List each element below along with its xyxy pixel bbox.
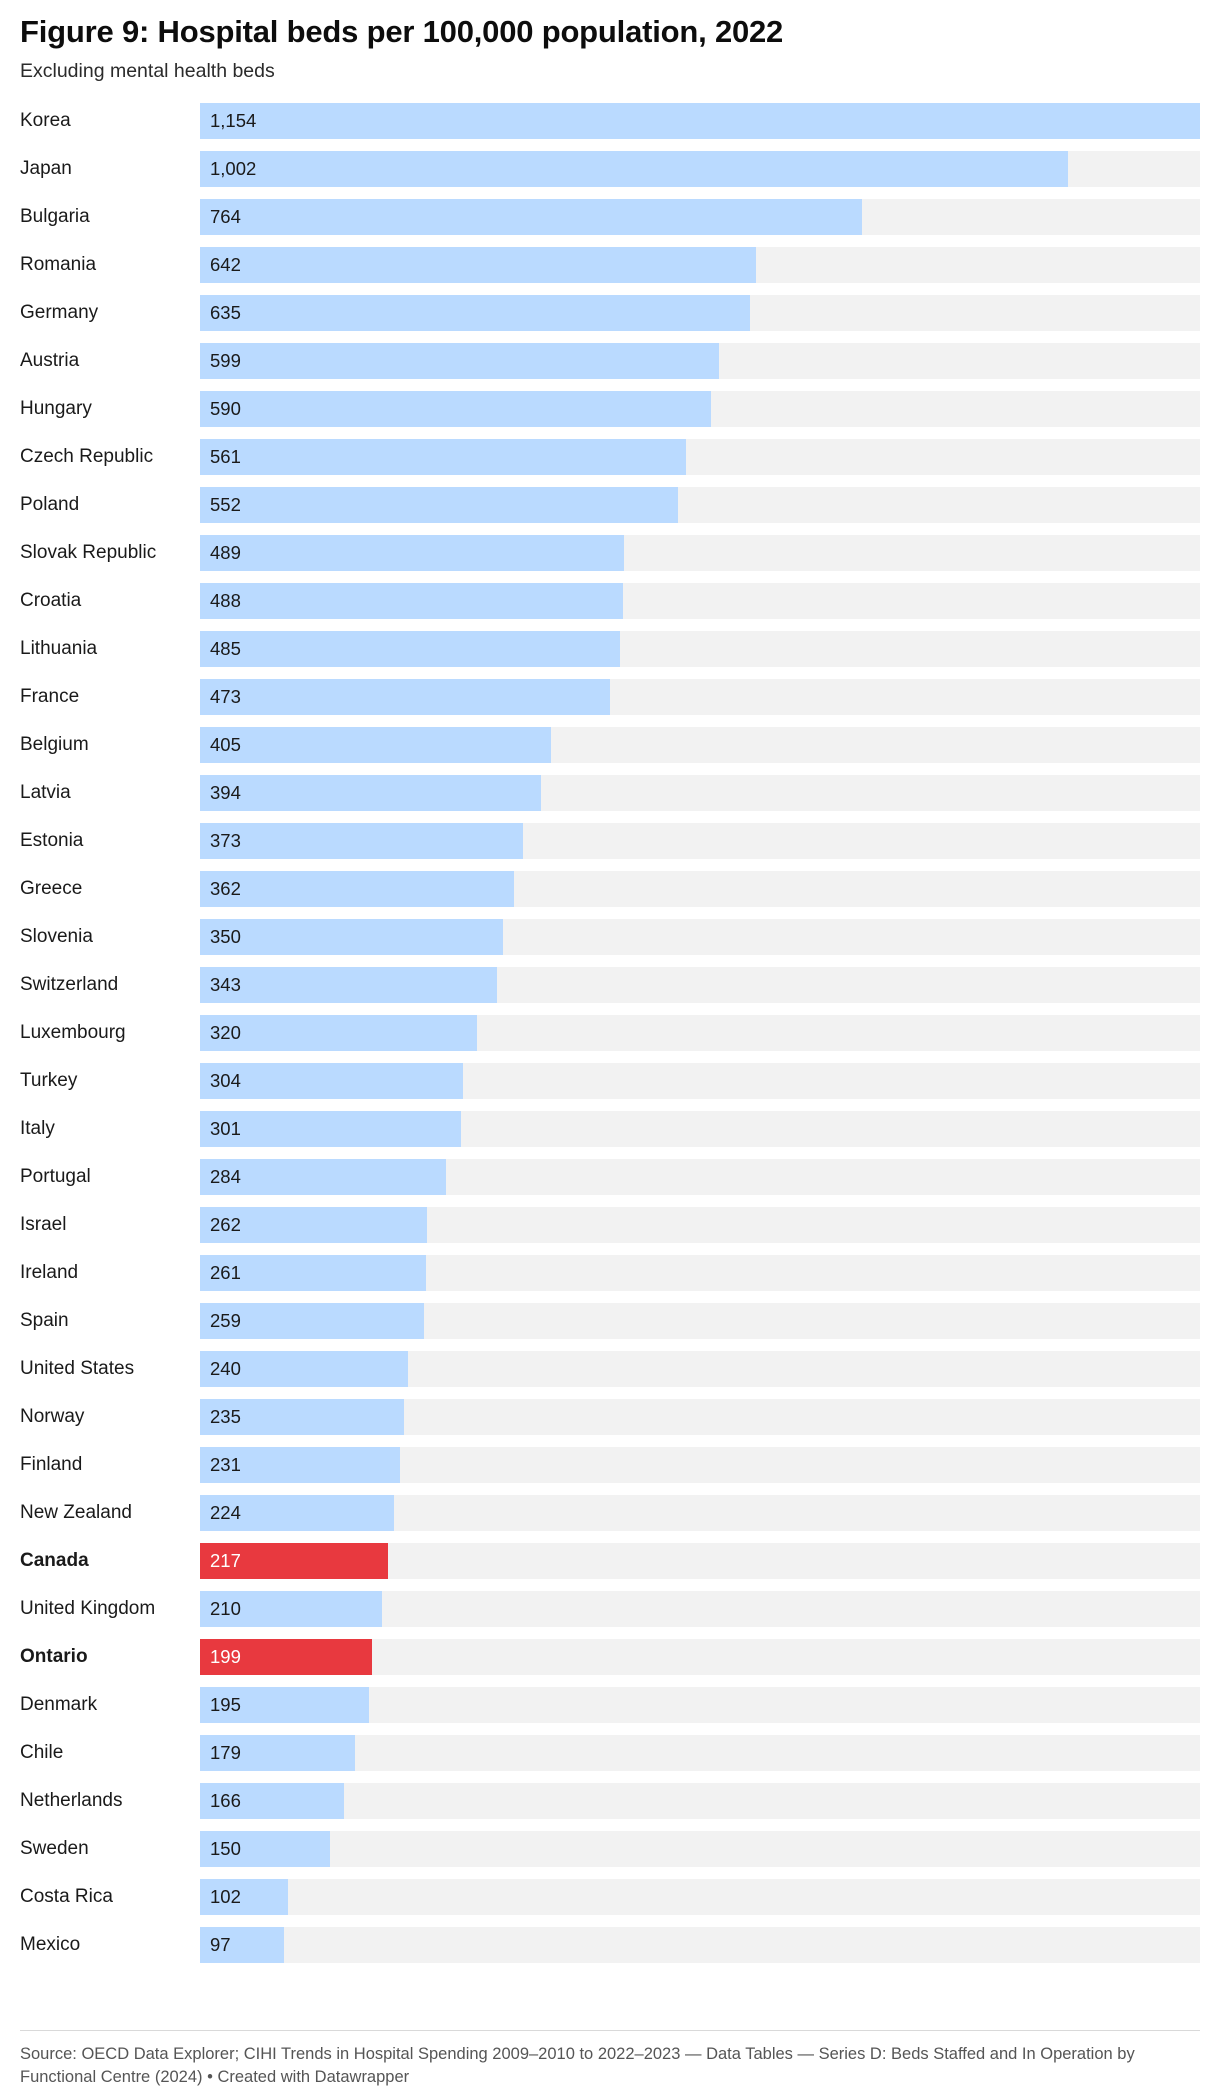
bar-value-label: 217 [210, 1549, 241, 1571]
bar-track [200, 391, 1200, 427]
bar-value-label: 642 [210, 253, 241, 275]
bar-track [200, 967, 1200, 1003]
bar [200, 247, 756, 283]
bar-category-label: Finland [20, 1453, 83, 1475]
bar [200, 487, 678, 523]
bar-track [200, 1447, 1200, 1483]
bar-track [200, 199, 1200, 235]
bar [200, 439, 686, 475]
bar-track [200, 775, 1200, 811]
bar-category-label: Hungary [20, 397, 92, 419]
bar-value-label: 195 [210, 1693, 241, 1715]
bar-track [200, 919, 1200, 955]
chart-subtitle: Excluding mental health beds [20, 59, 275, 82]
bar-track [200, 1927, 1200, 1963]
bar-category-label: Germany [20, 301, 99, 323]
table-row [20, 97, 1200, 145]
bar-value-label: 262 [210, 1213, 241, 1235]
bar-track [200, 535, 1200, 571]
bar-category-label: Ireland [20, 1261, 79, 1283]
table-row [20, 577, 1200, 625]
bar-value-label: 405 [210, 733, 241, 755]
bar [200, 1783, 344, 1819]
bar [200, 871, 514, 907]
table-row [20, 337, 1200, 385]
bar [200, 727, 551, 763]
bar [200, 295, 750, 331]
bar [200, 1495, 394, 1531]
bar-category-label: Austria [20, 349, 80, 371]
table-row [20, 1681, 1200, 1729]
bar-category-label: Israel [20, 1213, 67, 1235]
table-row [20, 1105, 1200, 1153]
bar-value-label: 489 [210, 541, 241, 563]
bar [200, 103, 1200, 139]
bar-category-label: United Kingdom [20, 1597, 156, 1619]
bar-track [200, 487, 1200, 523]
bar [200, 151, 1068, 187]
table-row [20, 385, 1200, 433]
bar [200, 1543, 388, 1579]
table-row [20, 1297, 1200, 1345]
bar-category-label: France [20, 685, 80, 707]
table-row [20, 913, 1200, 961]
bar-value-label: 635 [210, 301, 241, 323]
page-title: Figure 9: Hospital beds per 100,000 population, 2022 [20, 14, 784, 49]
table-row [20, 1585, 1200, 1633]
bar-track [200, 247, 1200, 283]
bar-category-label: United States [20, 1357, 135, 1379]
table-row [20, 1009, 1200, 1057]
table-row [20, 1633, 1200, 1681]
table-row [20, 145, 1200, 193]
bar-value-label: 488 [210, 589, 241, 611]
bar-value-label: 350 [210, 925, 241, 947]
bar-track [200, 439, 1200, 475]
bar-category-label: Luxembourg [20, 1021, 126, 1043]
table-row [20, 1777, 1200, 1825]
bar-category-label: Italy [20, 1117, 55, 1139]
bar-track [200, 343, 1200, 379]
bar-track [200, 823, 1200, 859]
bar-track [200, 1831, 1200, 1867]
table-row [20, 1057, 1200, 1105]
bar [200, 1207, 427, 1243]
bar-category-label: Bulgaria [20, 205, 90, 227]
table-row [20, 241, 1200, 289]
bar-category-label: Estonia [20, 829, 84, 851]
bar [200, 1735, 355, 1771]
bar-value-label: 764 [210, 205, 241, 227]
table-row [20, 433, 1200, 481]
bar-category-label: Czech Republic [20, 445, 154, 467]
bar-value-label: 561 [210, 445, 241, 467]
bar-track [200, 1783, 1200, 1819]
bar-track [200, 1687, 1200, 1723]
bar-category-label: Netherlands [20, 1789, 123, 1811]
bar-track [200, 1399, 1200, 1435]
table-row [20, 193, 1200, 241]
bar-track [200, 1351, 1200, 1387]
bar-category-label: Belgium [20, 733, 89, 755]
bar-value-label: 473 [210, 685, 241, 707]
table-row [20, 1153, 1200, 1201]
bar-value-label: 284 [210, 1165, 241, 1187]
bar-value-label: 304 [210, 1069, 241, 1091]
bar-value-label: 320 [210, 1021, 241, 1043]
bar [200, 1399, 404, 1435]
bar-track [200, 1015, 1200, 1051]
bar-category-label: Slovenia [20, 925, 93, 947]
bar-category-label: Chile [20, 1741, 64, 1763]
bar-track [200, 631, 1200, 667]
table-row [20, 481, 1200, 529]
bar-track [200, 1879, 1200, 1915]
bar-track [200, 1495, 1200, 1531]
bar [200, 391, 711, 427]
table-row [20, 1873, 1200, 1921]
bar-track [200, 871, 1200, 907]
bar-category-label: Japan [20, 157, 72, 179]
bar-value-label: 485 [210, 637, 241, 659]
bar [200, 1639, 372, 1675]
table-row [20, 529, 1200, 577]
bar-track [200, 1255, 1200, 1291]
bar-track [200, 1639, 1200, 1675]
bar [200, 919, 503, 955]
bar-category-label: Greece [20, 877, 83, 899]
bar [200, 583, 623, 619]
bar-category-label: New Zealand [20, 1501, 132, 1523]
table-row [20, 1441, 1200, 1489]
bar-value-label: 102 [210, 1885, 241, 1907]
bar-value-label: 179 [210, 1741, 241, 1763]
bar-value-label: 97 [210, 1933, 231, 1955]
bar-track [200, 103, 1200, 139]
bar-value-label: 210 [210, 1597, 241, 1619]
bar-value-label: 1,154 [210, 109, 257, 131]
bar-category-label: Turkey [20, 1069, 78, 1091]
bar-category-label: Portugal [20, 1165, 91, 1187]
table-row [20, 1345, 1200, 1393]
table-row [20, 769, 1200, 817]
bar-value-label: 259 [210, 1309, 241, 1331]
bar-value-label: 235 [210, 1405, 241, 1427]
bar-category-label: Croatia [20, 589, 82, 611]
bar-category-label: Korea [20, 109, 71, 131]
bar-value-label: 394 [210, 781, 241, 803]
bar-category-label: Canada [20, 1549, 89, 1571]
bar [200, 1591, 382, 1627]
bar [200, 1447, 400, 1483]
table-row [20, 721, 1200, 769]
bar [200, 823, 523, 859]
bar [200, 1159, 446, 1195]
bar-track [200, 583, 1200, 619]
bar-category-label: Slovak Republic [20, 541, 157, 563]
bar [200, 1831, 330, 1867]
table-row [20, 961, 1200, 1009]
bar-value-label: 231 [210, 1453, 241, 1475]
bar-track [200, 151, 1200, 187]
table-row [20, 865, 1200, 913]
bar [200, 1015, 477, 1051]
bar-value-label: 552 [210, 493, 241, 515]
bar-track [200, 1591, 1200, 1627]
bar-category-label: Romania [20, 253, 97, 275]
table-row [20, 1489, 1200, 1537]
bar [200, 1255, 426, 1291]
table-row [20, 289, 1200, 337]
table-row [20, 1249, 1200, 1297]
table-row [20, 1825, 1200, 1873]
bar [200, 1111, 461, 1147]
bar [200, 535, 624, 571]
bar-value-label: 150 [210, 1837, 241, 1859]
bar-rows [20, 97, 1200, 2021]
bar-category-label: Ontario [20, 1645, 88, 1667]
bar-category-label: Switzerland [20, 973, 119, 995]
bar-value-label: 166 [210, 1789, 241, 1811]
bar [200, 199, 862, 235]
table-row [20, 1201, 1200, 1249]
bar-category-label: Denmark [20, 1693, 98, 1715]
bar-category-label: Latvia [20, 781, 71, 803]
table-row [20, 1729, 1200, 1777]
bar-category-label: Mexico [20, 1933, 81, 1955]
bar [200, 775, 541, 811]
bar-track [200, 727, 1200, 763]
bar-track [200, 1735, 1200, 1771]
bar-track [200, 1063, 1200, 1099]
bar [200, 1687, 369, 1723]
bar-track [200, 1111, 1200, 1147]
bar-value-label: 301 [210, 1117, 241, 1139]
bar-value-label: 240 [210, 1357, 241, 1379]
bar-value-label: 599 [210, 349, 241, 371]
bar-value-label: 362 [210, 877, 241, 899]
bar-category-label: Costa Rica [20, 1885, 113, 1907]
bar-category-label: Lithuania [20, 637, 98, 659]
table-row [20, 625, 1200, 673]
bar-track [200, 295, 1200, 331]
bar [200, 679, 610, 715]
table-row [20, 673, 1200, 721]
bar [200, 1303, 424, 1339]
bar-value-label: 1,002 [210, 157, 257, 179]
bar-value-label: 224 [210, 1501, 241, 1523]
bar [200, 631, 620, 667]
bar [200, 967, 497, 1003]
bar-category-label: Spain [20, 1309, 69, 1331]
bar-track [200, 1207, 1200, 1243]
table-row [20, 1921, 1200, 1969]
bar-value-label: 261 [210, 1261, 241, 1283]
table-row [20, 1393, 1200, 1441]
bar-value-label: 199 [210, 1645, 241, 1667]
bar-track [200, 1543, 1200, 1579]
table-row [20, 817, 1200, 865]
chart-source-note: Source: OECD Data Explorer; CIHI Trends in Hospital Spending 2009–2010 to 2022–2023 — Data Tables — Series D: Beds Staffed and In Operation by Functional Centre (2024) • Created with Datawrapper [20, 2030, 1200, 2100]
bar [200, 343, 719, 379]
bar-track [200, 679, 1200, 715]
bar-value-label: 343 [210, 973, 241, 995]
table-row [20, 1537, 1200, 1585]
bar-value-label: 373 [210, 829, 241, 851]
bar [200, 1879, 288, 1915]
bar-category-label: Poland [20, 493, 80, 515]
bar [200, 1063, 463, 1099]
bar-value-label: 590 [210, 397, 241, 419]
bar [200, 1351, 408, 1387]
bar-category-label: Sweden [20, 1837, 89, 1859]
bar-category-label: Norway [20, 1405, 85, 1427]
bar-track [200, 1303, 1200, 1339]
bar [200, 1927, 284, 1963]
bar-track [200, 1159, 1200, 1195]
